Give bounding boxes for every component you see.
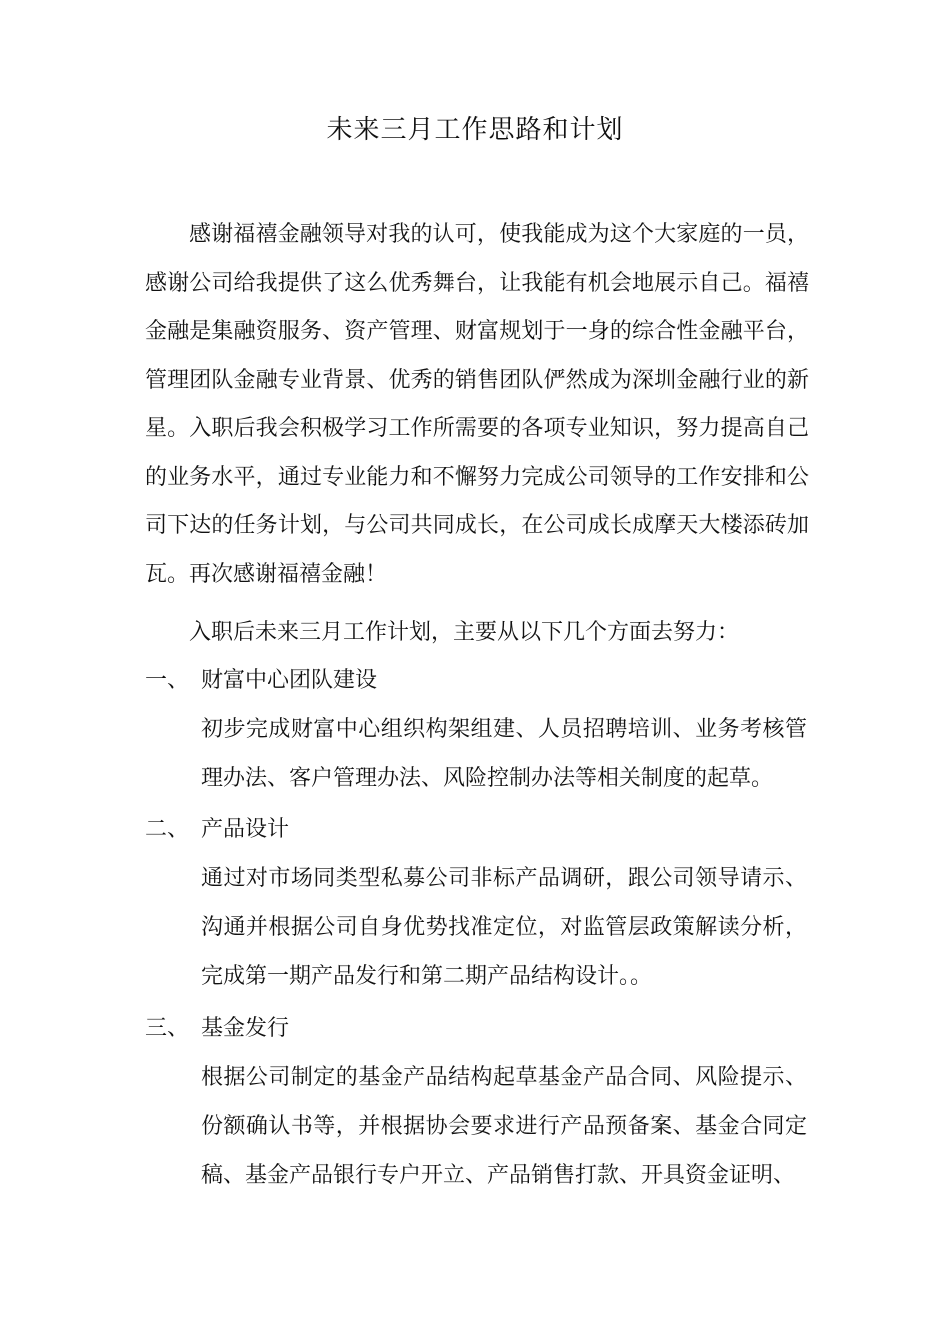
section-body: 根据公司制定的基金产品结构起草基金产品合同、风险提示、份额确认书等，并根据协会要求进行产品预备案、基金合同定稿、基金产品银行专户开立、产品销售打款、开具资金证明、 — [201, 1065, 807, 1188]
document-title: 未来三月工作思路和计划 — [326, 115, 624, 145]
section-heading — [145, 806, 809, 854]
section-heading — [145, 657, 809, 705]
section-heading-text: 基金发行 — [201, 1016, 290, 1041]
plan-lead-paragraph: 入职后未来三月工作计划，主要从以下几个方面去努力： — [189, 620, 740, 645]
section-fund-issuance — [145, 1005, 809, 1200]
section-heading-text: 产品设计 — [201, 817, 290, 842]
section-body: 通过对市场同类型私募公司非标产品调研，跟公司领导请示、沟通并根据公司自身优势找准定位，对监管层政策解读分析，完成第一期产品发行和第二期产品结构设计。。 — [201, 866, 807, 989]
intro-paragraph: 感谢福禧金融领导对我的认可，使我能成为这个大家庭的一员，感谢公司给我提供了这么优秀舞台，让我能有机会地展示自己。福禧金融是集融资服务、资产管理、财富规划于一身的综合性金融平台，管理团队金融专业背景、优秀的销售团队俨然成为深圳金融行业的新星。入职后我会积极学习工作所需要的各项专业知识，努力提高自己的业务水平，通过专业能力和不懈努力完成公司领导的工作安排和公司下达的任务计划，与公司共同成长，在公司成长成摩天大楼添砖加瓦。再次感谢福禧金融！ — [145, 222, 809, 587]
section-wealth-team — [145, 657, 809, 803]
section-product-design — [145, 806, 809, 1001]
section-body: 初步完成财富中心组织构架组建、人员招聘培训、业务考核管理办法、客户管理办法、风险控制办法等相关制度的起草。 — [201, 717, 807, 791]
section-heading-text: 财富中心团队建设 — [201, 668, 378, 693]
section-number: 二、 — [145, 817, 190, 842]
section-number: 一、 — [145, 668, 190, 693]
section-number: 三、 — [145, 1016, 190, 1041]
section-heading — [145, 1005, 809, 1053]
